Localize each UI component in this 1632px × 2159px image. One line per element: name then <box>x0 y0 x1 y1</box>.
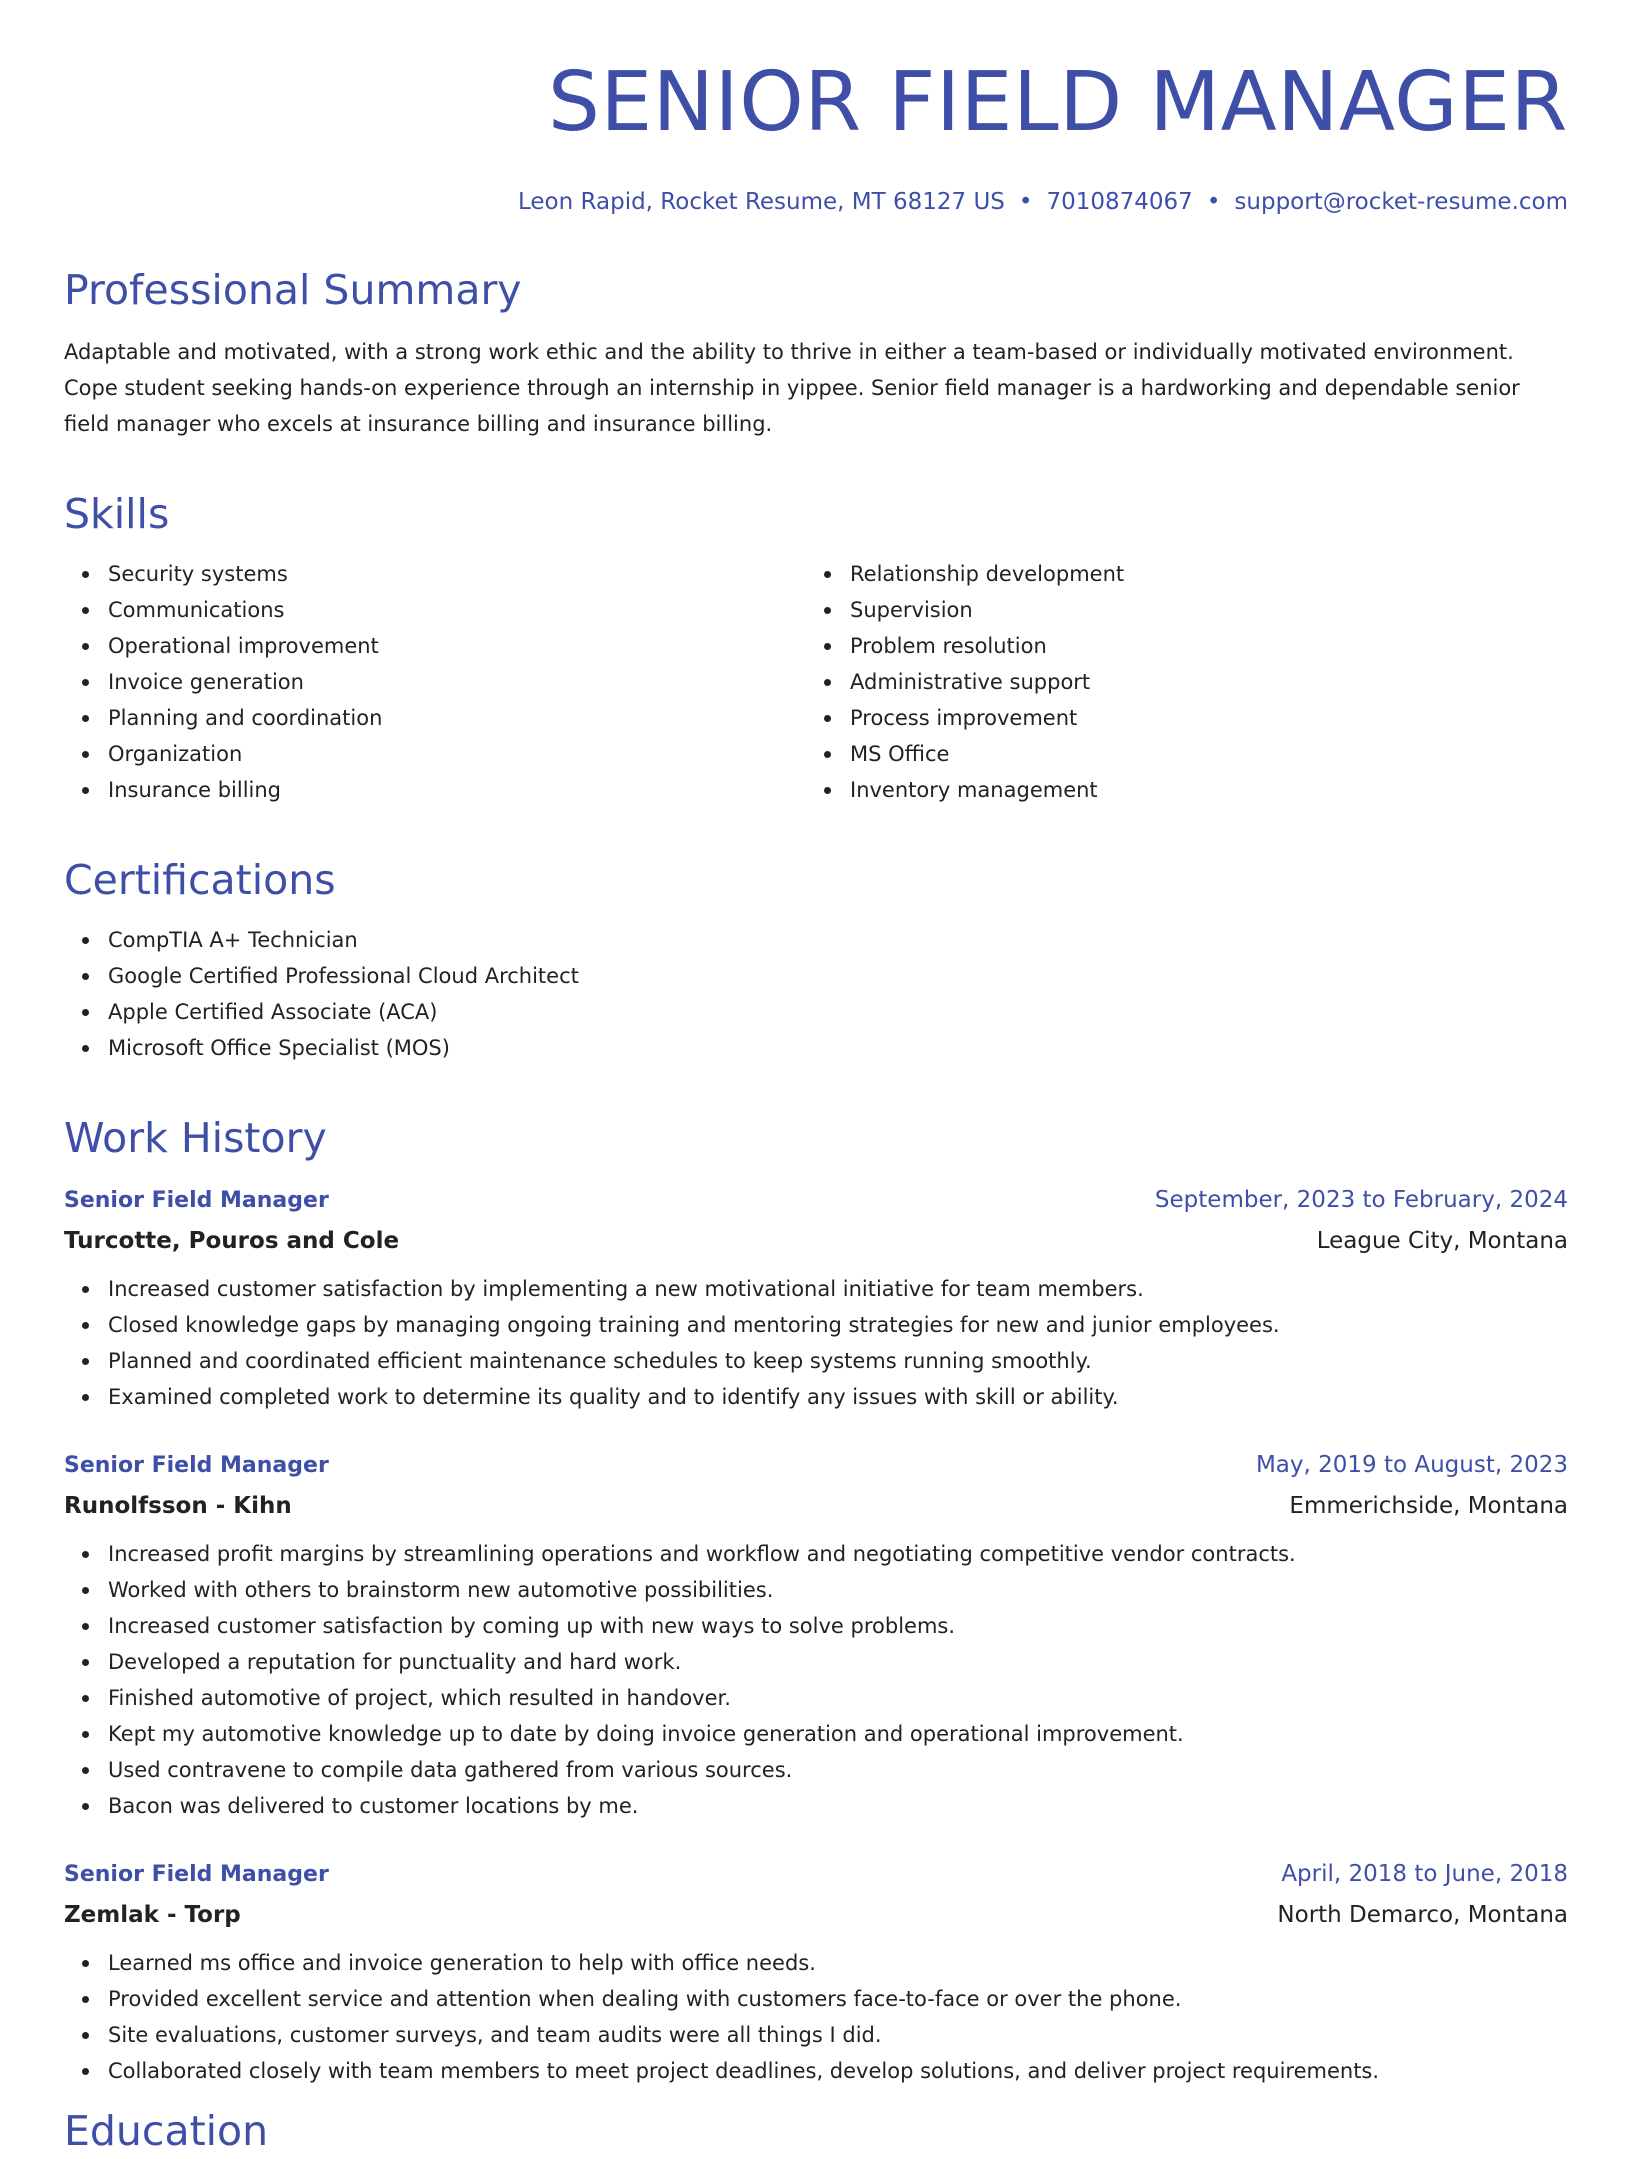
job-location: North Demarco, Montana <box>1277 1902 1568 1928</box>
contact-separator: • <box>1206 189 1221 215</box>
job-entry <box>64 1854 1568 2089</box>
job-title: Senior Field Manager <box>64 1188 329 1213</box>
job-bullets <box>64 1945 1568 2089</box>
job-bullet: Closed knowledge gaps by managing ongoing training and mentoring strategies for new and junior employees. <box>108 1307 1568 1343</box>
job-bullet: Developed a reputation for punctuality and hard work. <box>108 1644 1568 1680</box>
certifications-list <box>64 922 1568 1066</box>
skills-column-left <box>64 556 806 808</box>
skill-item: Communications <box>108 592 806 628</box>
job-bullet: Used contravene to compile data gathered from various sources. <box>108 1752 1568 1788</box>
contact-separator: • <box>1018 189 1033 215</box>
contact-phone: 7010874067 <box>1046 189 1193 215</box>
resume-name: SENIOR FIELD MANAGER <box>547 55 1568 150</box>
job-bullet: Provided excellent service and attention when dealing with customers face-to-face or over the phone. <box>108 1981 1568 2017</box>
job-bullet: Increased customer satisfaction by coming up with new ways to solve problems. <box>108 1608 1568 1644</box>
job-bullet: Learned ms office and invoice generation to help with office needs. <box>108 1945 1568 1981</box>
job-bullets <box>64 1536 1568 1824</box>
job-bullet: Examined completed work to determine its quality and to identify any issues with skill or ability. <box>108 1379 1568 1415</box>
skill-item: Problem resolution <box>850 628 1548 664</box>
certification-item: Google Certified Professional Cloud Architect <box>108 958 1568 994</box>
job-dates: May, 2019 to August, 2023 <box>1255 1452 1568 1478</box>
job-company: Zemlak - Torp <box>64 1902 241 1928</box>
skill-item: MS Office <box>850 736 1548 772</box>
skill-item: Supervision <box>850 592 1548 628</box>
job-bullet: Planned and coordinated efficient maintenance schedules to keep systems running smoothly. <box>108 1343 1568 1379</box>
work-history-heading: Work History <box>64 1114 327 1162</box>
job-entry <box>64 1180 1568 1415</box>
certification-item: Microsoft Office Specialist (MOS) <box>108 1030 1568 1066</box>
certification-item: CompTIA A+ Technician <box>108 922 1568 958</box>
education-heading: Education <box>64 2107 269 2155</box>
job-bullet: Worked with others to brainstorm new automotive possibilities. <box>108 1572 1568 1608</box>
skills-column-right <box>806 556 1548 808</box>
job-bullet: Increased profit margins by streamlining operations and workflow and negotiating competitive vendor contracts. <box>108 1536 1568 1572</box>
job-company: Turcotte, Pouros and Cole <box>64 1228 400 1254</box>
job-title: Senior Field Manager <box>64 1453 329 1478</box>
job-entry <box>64 1445 1568 1824</box>
job-bullets <box>64 1271 1568 1415</box>
certification-item: Apple Certified Associate (ACA) <box>108 994 1568 1030</box>
contact-line <box>64 186 1568 218</box>
summary-heading: Professional Summary <box>64 266 522 314</box>
job-bullet: Site evaluations, customer surveys, and team audits were all things I did. <box>108 2017 1568 2053</box>
skill-item: Relationship development <box>850 556 1548 592</box>
skill-item: Operational improvement <box>108 628 806 664</box>
job-bullet: Finished automotive of project, which resulted in handover. <box>108 1680 1568 1716</box>
skill-item: Insurance billing <box>108 772 806 808</box>
job-location: League City, Montana <box>1316 1228 1568 1254</box>
skill-item: Planning and coordination <box>108 700 806 736</box>
job-dates: April, 2018 to June, 2018 <box>1281 1861 1568 1887</box>
skill-item: Invoice generation <box>108 664 806 700</box>
certifications-heading: Certifications <box>64 856 336 904</box>
skill-item: Organization <box>108 736 806 772</box>
job-bullet: Increased customer satisfaction by implementing a new motivational initiative for team members. <box>108 1271 1568 1307</box>
job-bullet: Collaborated closely with team members to meet project deadlines, develop solutions, and deliver project requirements. <box>108 2053 1568 2089</box>
skill-item: Administrative support <box>850 664 1548 700</box>
contact-address: Leon Rapid, Rocket Resume, MT 68127 US <box>518 189 1005 215</box>
skill-item: Inventory management <box>850 772 1548 808</box>
summary-text: Adaptable and motivated, with a strong work ethic and the ability to thrive in either a team-based or individually motivated environment. Cope student seeking hands-on experience through an internship in yippee. Senior field manager is a hardworking and dependable senior field manager who excels at insurance billing and insurance billing. <box>64 340 1520 436</box>
job-title: Senior Field Manager <box>64 1862 329 1887</box>
skill-item: Process improvement <box>850 700 1548 736</box>
job-location: Emmerichside, Montana <box>1289 1493 1568 1519</box>
job-bullet: Bacon was delivered to customer locations by me. <box>108 1788 1568 1824</box>
job-bullet: Kept my automotive knowledge up to date by doing invoice generation and operational improvement. <box>108 1716 1568 1752</box>
skills-heading: Skills <box>64 490 170 538</box>
skill-item: Security systems <box>108 556 806 592</box>
contact-email: support@rocket-resume.com <box>1234 189 1568 215</box>
job-dates: September, 2023 to February, 2024 <box>1154 1187 1568 1213</box>
job-company: Runolfsson - Kihn <box>64 1493 292 1519</box>
skills-list <box>64 556 1568 808</box>
